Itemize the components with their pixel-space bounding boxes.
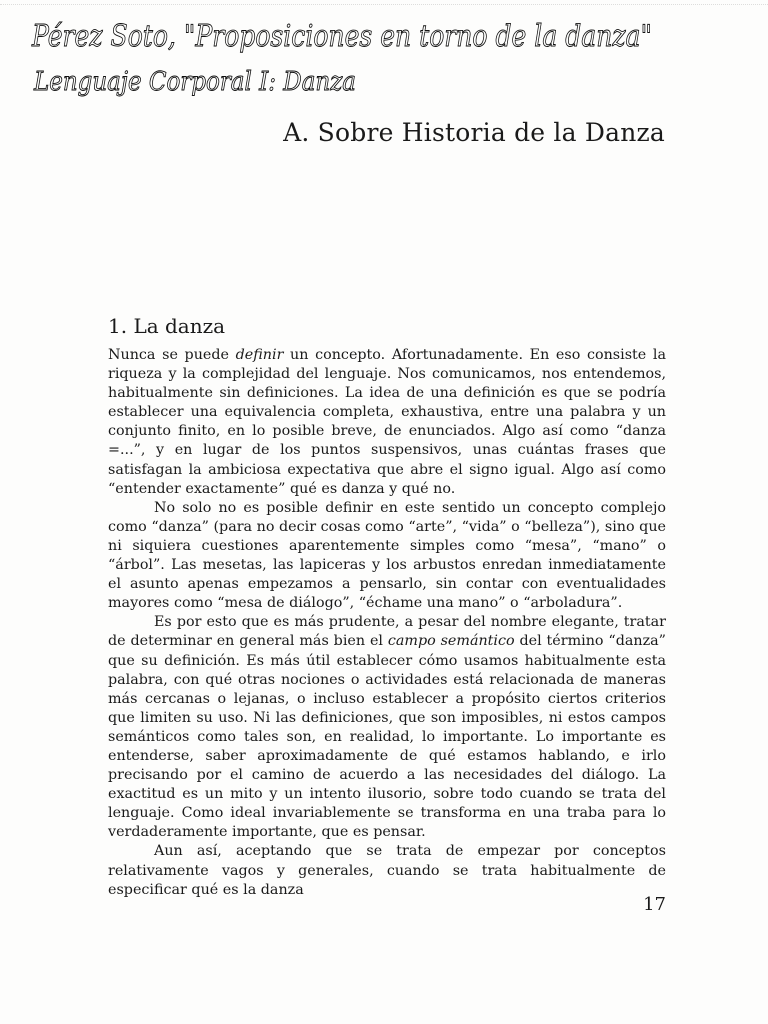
paragraph-4 <box>108 842 666 899</box>
text-run: un concepto. Afortunadamente. En eso consiste la riqueza y la complejidad del lenguaje. Nos comunicamos, nos entendemos, habitualmente sin definiciones. La idea de una definición es que se podría establecer una equivalencia completa, exhaustiva, entre una palabra y un conjunto finito, en lo posible breve, de enunciados. Algo así como “danza =...”, y en lugar de los puntos suspensivos, unas cuántas frases que satisfagan la ambiciosa expectativa que abre el signo igual. Algo así como “entender exactamente” qué es danza y qué no. <box>108 347 666 497</box>
chapter-heading: 1. La danza <box>108 314 226 338</box>
text-run: Nunca se puede <box>108 347 236 363</box>
scan-edge-artifact <box>0 4 768 7</box>
handwritten-line-2: Lenguaje Corporal I: Danza <box>33 67 356 97</box>
text-run: del término “danza” que su definición. Es más útil establecer cómo usamos habitualmente esta palabra, con qué otras nociones o actividades está relacionada de maneras más cercanas o lejanas, o incluso establecer a propósito ciertos criterios que limiten su uso. Ni las definiciones, que son imposibles, ni estos campos semánticos como tales son, en realidad, lo importante. Lo importante es entenderse, saber aproximadamente de qué estamos hablando, e irlo precisando por el camino de acuerdo a las necesidades del diálogo. La exactitud es un mito y un intento ilusorio, sobre todo cuando se trata del lenguaje. Como ideal invariablemente se transforma en una traba para lo verdaderamente importante, que es pensar. <box>108 633 666 841</box>
paragraph-2 <box>108 499 666 614</box>
text-run: Es por esto que es más prudente, a pesar del nombre elegante, tratar de determinar en general más bien el <box>108 614 666 650</box>
page-number: 17 <box>643 894 666 915</box>
emphasized-text: campo semántico <box>387 633 515 650</box>
paragraph-3 <box>108 613 666 842</box>
emphasized-text: definir <box>235 347 284 363</box>
handwritten-line-1: Pérez Soto, "Proposiciones en torno de la danza" <box>31 19 653 54</box>
handwritten-annotation <box>30 8 750 100</box>
text-run: No solo no es posible definir en este sentido un concepto complejo como “danza” (para no decir cosas como “arte”, “vida” o “belleza”), sino que ni siquiera cuestiones aparentemente simples como “mesa”, “mano” o “árbol”. Las mesetas, las lapiceras y los arbustos enredan inmediatamente el asunto apenas empezamos a pensarlo, sin contar con eventualidades mayores como “mesa de diálogo”, “échame una mano” o “arboladura”. <box>108 499 666 612</box>
text-run: Aun así, aceptando que se trata de empezar por conceptos relativamente vagos y generales, cuando se trata habitualmente de especificar qué es la danza <box>108 843 666 898</box>
body-text <box>108 346 666 900</box>
paragraph-1 <box>108 346 666 499</box>
section-title: A. Sobre Historia de la Danza <box>283 118 665 147</box>
